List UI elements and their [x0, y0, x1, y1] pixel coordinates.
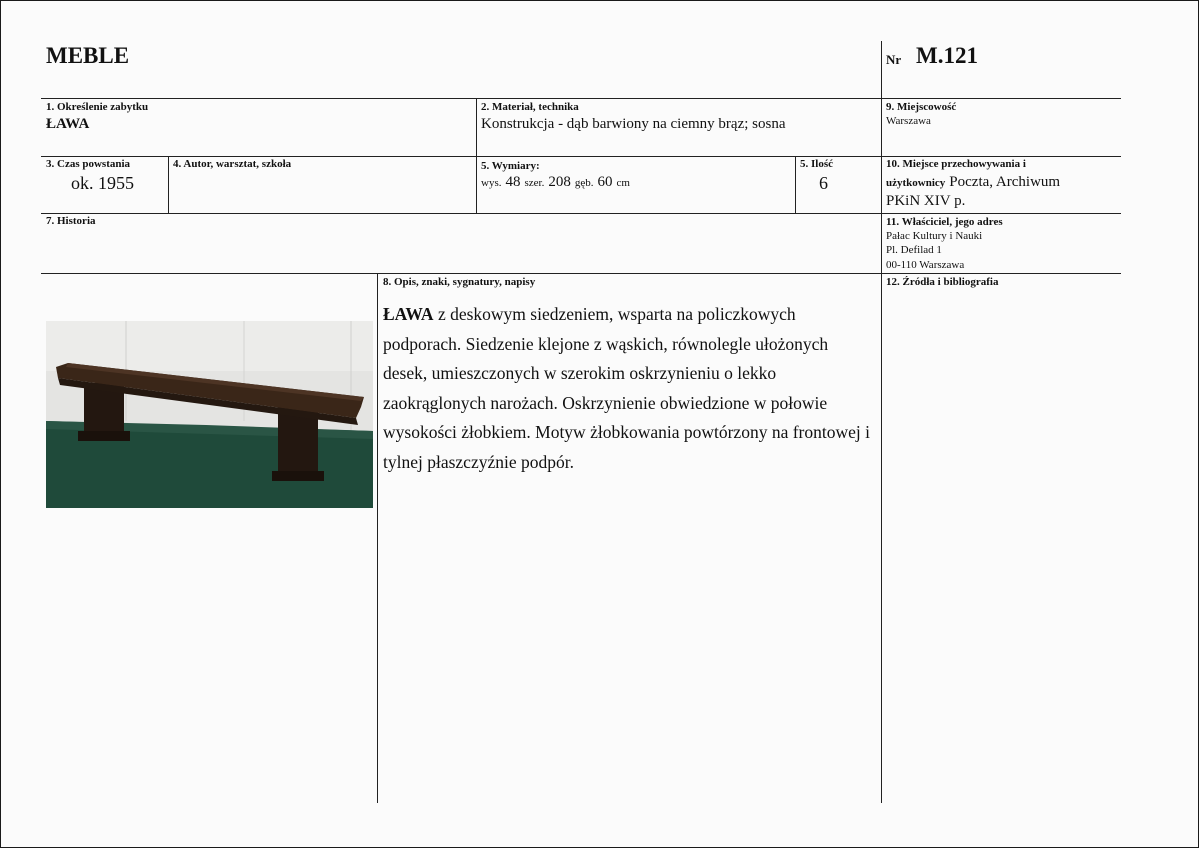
- rule-header: [41, 98, 1121, 99]
- dim-height-label: wys.: [481, 177, 502, 189]
- dim-width-label: szer.: [524, 177, 545, 189]
- date-value: ok. 1955: [71, 173, 134, 193]
- storage-label: 10. Miejsce przechowywania i: [886, 158, 1026, 170]
- author-label: 4. Autor, warsztat, szkoła: [173, 158, 292, 170]
- date-label: 3. Czas powstania: [46, 158, 131, 170]
- nr-label: Nr: [886, 52, 902, 67]
- dimensions-label: 5. Wymiary:: [481, 160, 540, 172]
- dim-depth-value: 60: [597, 174, 613, 190]
- description-body: z deskowym siedzeniem, wsparta na policzkowych podporach. Siedzenie klejone z wąskich, równolegle ułożonych desek, umieszczonych w szerokim oskrzynieniu o lekko zaokrąglonych narożach. Oskrzynienie obwiedzione w połowie wysokości żłobkiem. Motyw żłobkowania powtórzony na frontowej i tylnej płaszczyźnie podpór.: [383, 304, 870, 472]
- rule-row2: [41, 213, 1121, 214]
- object-name-value: ŁAWA: [46, 116, 90, 132]
- rule-col-material: [476, 98, 477, 213]
- owner-line3: 00-110 Warszawa: [886, 259, 965, 271]
- quantity-value: 6: [819, 173, 828, 193]
- rule-col-desc: [377, 273, 378, 803]
- dimensions-value: [481, 173, 630, 191]
- rule-col-date: [168, 156, 169, 213]
- location-label: 9. Miejscowość: [886, 101, 957, 113]
- description-label: 8. Opis, znaki, sygnatury, napisy: [383, 276, 536, 288]
- rule-row3: [41, 273, 1121, 274]
- description-lead: ŁAWA: [383, 304, 434, 324]
- rule-row1: [41, 156, 1121, 157]
- rule-col-right: [881, 41, 882, 803]
- category-title: MEBLE: [46, 43, 130, 68]
- quantity-label: 5. Ilość: [800, 158, 833, 170]
- sources-label: 12. Źródła i bibliografia: [886, 276, 999, 288]
- storage-value-line1: [886, 173, 1060, 191]
- object-name-label: 1. Określenie zabytku: [46, 101, 149, 113]
- dim-height-value: 48: [505, 174, 521, 190]
- rule-col-qty: [795, 156, 796, 213]
- material-label: 2. Materiał, technika: [481, 101, 579, 113]
- owner-line1: Pałac Kultury i Nauki: [886, 230, 983, 242]
- storage-value: Poczta, Archiwum: [949, 174, 1061, 190]
- nr-value: M.121: [916, 43, 978, 68]
- material-value: Konstrukcja - dąb barwiony na ciemny brąz; sosna: [481, 116, 786, 132]
- history-label: 7. Historia: [46, 215, 96, 227]
- bench-image: [46, 321, 373, 508]
- dim-width-value: 208: [548, 174, 571, 190]
- dim-depth-label: gęb.: [574, 177, 594, 189]
- storage-label-line2: użytkownicy: [886, 177, 946, 189]
- dim-unit: cm: [616, 177, 630, 189]
- location-value: Warszawa: [886, 115, 931, 127]
- owner-label: 11. Właściciel, jego adres: [886, 216, 1003, 228]
- storage-value-line2: PKiN XIV p.: [886, 193, 966, 209]
- bench-photo: [46, 321, 373, 508]
- description-text: [383, 300, 875, 477]
- owner-line2: Pl. Defilad 1: [886, 244, 942, 256]
